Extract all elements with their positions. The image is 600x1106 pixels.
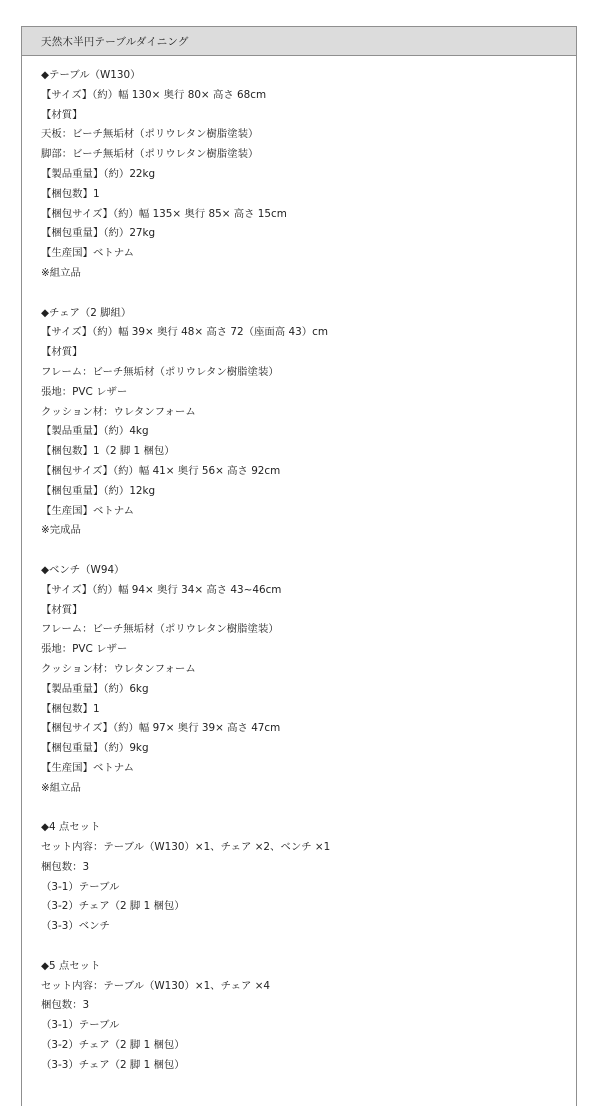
spec-line: 【製品重量】（約）22kg bbox=[41, 167, 156, 180]
spec-line: 【梱包重量】（約）9kg bbox=[41, 742, 149, 755]
spec-line: （3-3）ベンチ bbox=[41, 920, 110, 933]
spec-line: 【材質】 bbox=[41, 346, 83, 359]
spec-line: セット内容：テーブル（W130）×1、チェア ×2、ベンチ ×1 bbox=[41, 841, 331, 854]
spec-line: 【生産国】ベトナム bbox=[41, 504, 134, 517]
spec-line: 【梱包サイズ】（約）幅 135× 奥行 85× 高さ 15cm bbox=[41, 207, 287, 220]
spec-line: （3-1）テーブル bbox=[41, 1019, 120, 1032]
spec-panel bbox=[21, 26, 577, 1106]
bench-spec-section bbox=[41, 561, 576, 799]
spec-line: ※組立品 bbox=[41, 781, 81, 794]
spec-line: 【梱包サイズ】（約）幅 41× 奥行 56× 高さ 92cm bbox=[41, 464, 281, 477]
spec-line: ※組立品 bbox=[41, 266, 81, 279]
chair-spec-section bbox=[41, 304, 576, 542]
spec-line: 張地：PVC レザー bbox=[41, 385, 128, 398]
section-heading: ◆チェア（2 脚組） bbox=[41, 306, 132, 319]
section-heading: ◆テーブル（W130） bbox=[41, 69, 141, 81]
spec-line: 【サイズ】（約）幅 94× 奥行 34× 高さ 43~46cm bbox=[41, 583, 282, 596]
spec-line: 脚部：ビーチ無垢材（ポリウレタン樹脂塗装） bbox=[41, 148, 259, 161]
panel-title: 天然木半円テーブルダイニング bbox=[41, 35, 189, 48]
five-piece-set-section bbox=[41, 957, 576, 1076]
spec-line: 張地：PVC レザー bbox=[41, 643, 128, 656]
spec-line: 【梱包数】1 bbox=[41, 187, 100, 200]
spec-line: 【梱包数】1 bbox=[41, 702, 100, 715]
section-heading: ◆5 点セット bbox=[41, 959, 101, 972]
spec-line: 【梱包数】1（2 脚 1 梱包） bbox=[41, 445, 175, 458]
four-piece-set-section bbox=[41, 818, 576, 937]
spec-line: （3-2）チェア（2 脚 1 梱包） bbox=[41, 900, 185, 913]
panel-header bbox=[22, 27, 576, 56]
spec-line: 天板：ビーチ無垢材（ポリウレタン樹脂塗装） bbox=[41, 128, 259, 141]
spec-line: （3-2）チェア（2 脚 1 梱包） bbox=[41, 1039, 185, 1052]
spec-line: フレーム：ビーチ無垢材（ポリウレタン樹脂塗装） bbox=[41, 623, 279, 636]
section-heading: ◆4 点セット bbox=[41, 821, 101, 834]
spec-line: 【生産国】ベトナム bbox=[41, 247, 134, 260]
spec-line: セット内容：テーブル（W130）×1、チェア ×4 bbox=[41, 979, 271, 992]
spec-line: ※完成品 bbox=[41, 524, 81, 537]
spec-line: 【生産国】ベトナム bbox=[41, 761, 134, 774]
spec-line: 【梱包重量】（約）12kg bbox=[41, 484, 156, 497]
table-spec-section bbox=[41, 66, 576, 284]
spec-line: 【材質】 bbox=[41, 603, 83, 616]
spec-line: 【梱包サイズ】（約）幅 97× 奥行 39× 高さ 47cm bbox=[41, 722, 281, 735]
spec-line: クッション材：ウレタンフォーム bbox=[41, 405, 196, 418]
section-heading: ◆ベンチ（W94） bbox=[41, 563, 125, 576]
spec-line: 梱包数：3 bbox=[41, 999, 90, 1012]
spec-line: 梱包数：3 bbox=[41, 860, 90, 873]
spec-body bbox=[22, 56, 576, 1076]
spec-line: 【サイズ】（約）幅 39× 奥行 48× 高さ 72（座面高 43）cm bbox=[41, 326, 328, 339]
spec-line: （3-1）テーブル bbox=[41, 880, 120, 893]
spec-line: 【材質】 bbox=[41, 108, 83, 121]
spec-line: 【サイズ】（約）幅 130× 奥行 80× 高さ 68cm bbox=[41, 88, 267, 101]
spec-line: フレーム：ビーチ無垢材（ポリウレタン樹脂塗装） bbox=[41, 365, 279, 378]
spec-line: 【梱包重量】（約）27kg bbox=[41, 227, 156, 240]
spec-line: 【製品重量】（約）4kg bbox=[41, 425, 149, 438]
spec-line: （3-3）チェア（2 脚 1 梱包） bbox=[41, 1058, 185, 1071]
spec-line: 【製品重量】（約）6kg bbox=[41, 682, 149, 695]
spec-line: クッション材：ウレタンフォーム bbox=[41, 662, 196, 675]
